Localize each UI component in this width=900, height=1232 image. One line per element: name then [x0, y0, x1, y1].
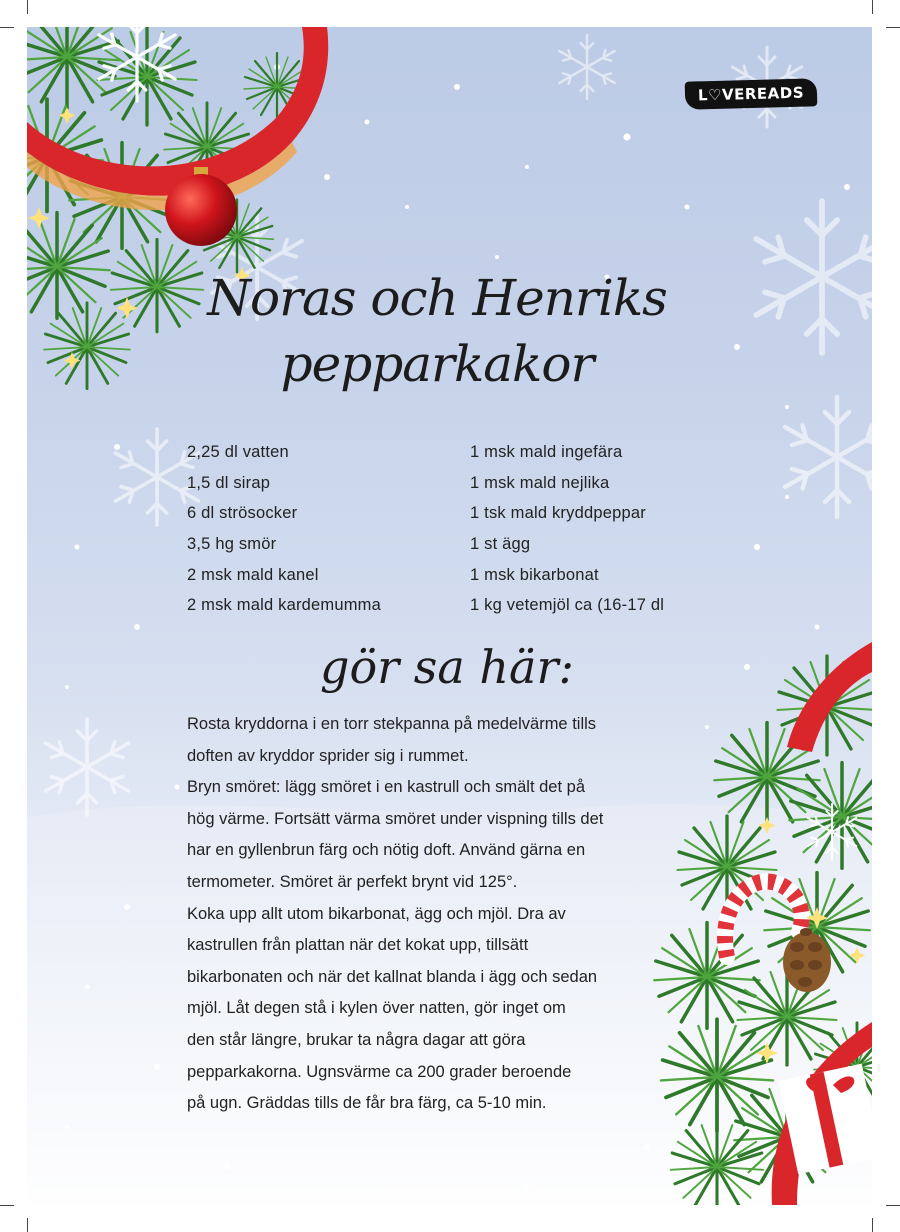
- method-line: mjöl. Låt degen stå i kylen över natten, gör inget om: [187, 999, 566, 1018]
- ingredient-item: 2 msk mald kardemumma: [187, 596, 381, 615]
- lovereads-logo: L♡VEREADS: [685, 78, 818, 109]
- method-heading: gör sa här:: [320, 640, 574, 694]
- method-line: Rosta kryddorna i en torr stekpanna på medelvärme tills: [187, 715, 597, 733]
- method-line: hög värme. Fortsätt värma smöret under vispning tills det: [187, 809, 604, 828]
- recipe-title-line-1: Noras och Henriks: [207, 269, 667, 327]
- crop-mark-bottom-left-v: [27, 1218, 28, 1232]
- method-line: har en gyllenbrun färg och nötig doft. Använd gärna en: [187, 841, 586, 860]
- ingredient-item: 1 msk mald nejlika: [470, 473, 610, 492]
- ingredient-item: 1 tsk mald kryddpeppar: [470, 504, 646, 523]
- method-line: på ugn. Gräddas tills de får bra färg, ca 5-10 min.: [187, 1094, 547, 1113]
- method-line: den står längre, brukar ta några dagar att göra: [187, 1030, 526, 1049]
- ingredients-right-column: [470, 437, 664, 621]
- crop-mark-top-left-h: [0, 27, 14, 28]
- ingredient-item: 2 msk mald kanel: [187, 565, 319, 584]
- recipe-card: [27, 27, 872, 1205]
- crop-mark-bottom-right-h: [886, 1205, 900, 1206]
- recipe-title-line-2: pepparkakor: [280, 335, 594, 393]
- ingredient-item: 1 msk mald ingefära: [470, 443, 623, 461]
- crop-mark-top-right-h: [886, 27, 900, 28]
- crop-mark-top-right-v: [872, 0, 873, 14]
- ingredient-item: 1 kg vetemjöl ca (16-17 dl: [470, 596, 665, 615]
- method-line: kastrullen från plattan när det kokat upp, tillsätt: [187, 936, 529, 955]
- method-line: termometer. Smöret är perfekt brynt vid 125°.: [187, 872, 518, 891]
- method-line: bikarbonaten och när det kallnat blanda i ägg och sedan: [187, 967, 598, 986]
- method-line: Bryn smöret: lägg smöret i en kastrull och smält det på: [187, 778, 585, 797]
- ingredient-item: 1 st ägg: [470, 535, 531, 554]
- ingredient-item: 1,5 dl sirap: [187, 473, 271, 492]
- snowflake-icon: [45, 35, 872, 815]
- method-line: doften av kryddor sprider sig i rummet.: [187, 746, 469, 765]
- method-line: Koka upp allt utom bikarbonat, ägg och mjöl. Dra av: [187, 904, 566, 923]
- ingredient-item: 6 dl strösocker: [187, 504, 298, 523]
- crop-mark-top-left-v: [27, 0, 28, 14]
- ingredients-left-column: [187, 437, 381, 621]
- ingredient-item: 2,25 dl vatten: [187, 443, 289, 461]
- method-line: pepparkakorna. Ugnsvärme ca 200 grader beroende: [187, 1062, 572, 1081]
- crop-mark-bottom-left-h: [0, 1205, 14, 1206]
- ingredient-item: 1 msk bikarbonat: [470, 565, 599, 584]
- crop-mark-bottom-right-v: [872, 1218, 873, 1232]
- ingredient-item: 3,5 hg smör: [187, 535, 277, 554]
- method-text: [187, 709, 727, 1120]
- recipe-title: [177, 265, 697, 397]
